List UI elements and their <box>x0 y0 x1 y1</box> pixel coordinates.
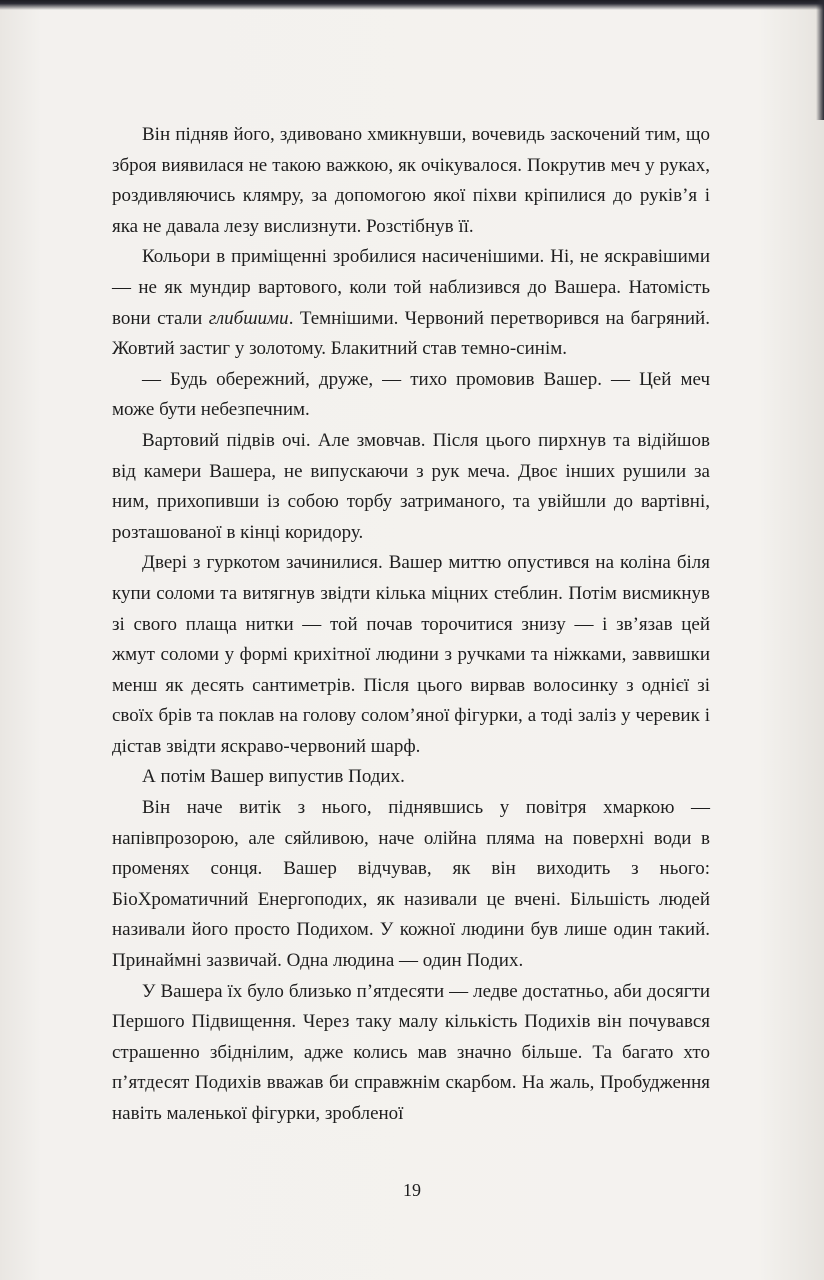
page-number: 19 <box>403 1180 421 1200</box>
emphasis-text: глибшими <box>208 307 289 329</box>
paragraph-text: Вартовий підвів очі. Але змовчав. Після цього пирхнув та відійшов від камери Вашера, не випускаючи з рук меча. Двоє інших рушили за ним, прихопивши із собою торбу затриманого, та увійшли до вартівні, розташованої в кінці коридору. <box>112 429 710 543</box>
paragraph-text: Двері з гуркотом зачинилися. Вашер миттю опустився на коліна біля купи соломи та витягнув звідти кілька міцних стеблин. Потім висмикнув зі свого плаща нитки — той почав торочитися знизу — і зв’язав цей жмут соломи у формі крихітної людини з ручками та ніжками, заввишки менш як десять сантиметрів. Після цього вирвав волосинку з однієї зі своїх брів та поклав на голову солом’яної фігурки, а тоді заліз у черевик і дістав звідти яскраво-червоний шарф. <box>112 552 710 757</box>
paragraph-3 <box>112 365 710 426</box>
paragraph-text: Він наче витік з нього, піднявшись у повітря хмаркою — напівпрозорою, але сяйливою, наче олійна пляма на поверхні води в променях сонця. Вашер відчував, як він виходить з нього: БіоХроматичний Енергоподих, як називали це вчені. Більшість людей називали його просто Подихом. У кожної людини був лише один такий. Принаймні зазвичай. Одна людина — один Подих. <box>112 797 710 972</box>
body-text <box>112 120 710 1130</box>
paragraph-text: А потім Вашер випустив Подих. <box>142 766 405 788</box>
paragraph-5 <box>112 548 710 762</box>
paragraph-2 <box>112 242 710 364</box>
paragraph-1 <box>112 120 710 242</box>
page-edge-shadow-right <box>816 0 824 120</box>
paragraph-text: — Будь обережний, друже, — тихо промовив Вашер. — Цей меч може бути небезпечним. <box>112 368 710 421</box>
paragraph-text: Кольори в приміщенні зробилися насиченішими. Ні, не яскравішими — не як мундир вартового, коли той наблизився до Вашера. Натомість вони стали <box>112 246 710 329</box>
paragraph-6 <box>112 762 710 793</box>
paragraph-text: . Темнішими. Червоний перетворився на багряний. Жовтий застиг у золотому. Блакитний став темно-синім. <box>112 307 710 360</box>
paragraph-text: У Вашера їх було близько п’ятдесяти — ледве достатньо, аби досягти Першого Підвищення. Через таку малу кількість Подихів він почувався страшенно збіднілим, адже колись мав значно більше. Та багато хто п’ятдесят Подихів вважав би справжнім скарбом. На жаль, Пробудження навіть маленької фігурки, зробленої <box>112 980 710 1124</box>
paragraph-7 <box>112 793 710 977</box>
paragraph-text: Він підняв його, здивовано хмикнувши, вочевидь заскочений тим, що зброя виявилася не такою важкою, як очікувалося. Покрутив меч у руках, роздивляючись клямру, за допомогою якої піхви кріпилися до руків’я і яка не давала лезу вислизнути. Розстібнув її. <box>112 124 710 237</box>
paragraph-8 <box>112 977 710 1130</box>
paragraph-4 <box>112 426 710 548</box>
page-edge-shadow-top <box>0 0 824 10</box>
